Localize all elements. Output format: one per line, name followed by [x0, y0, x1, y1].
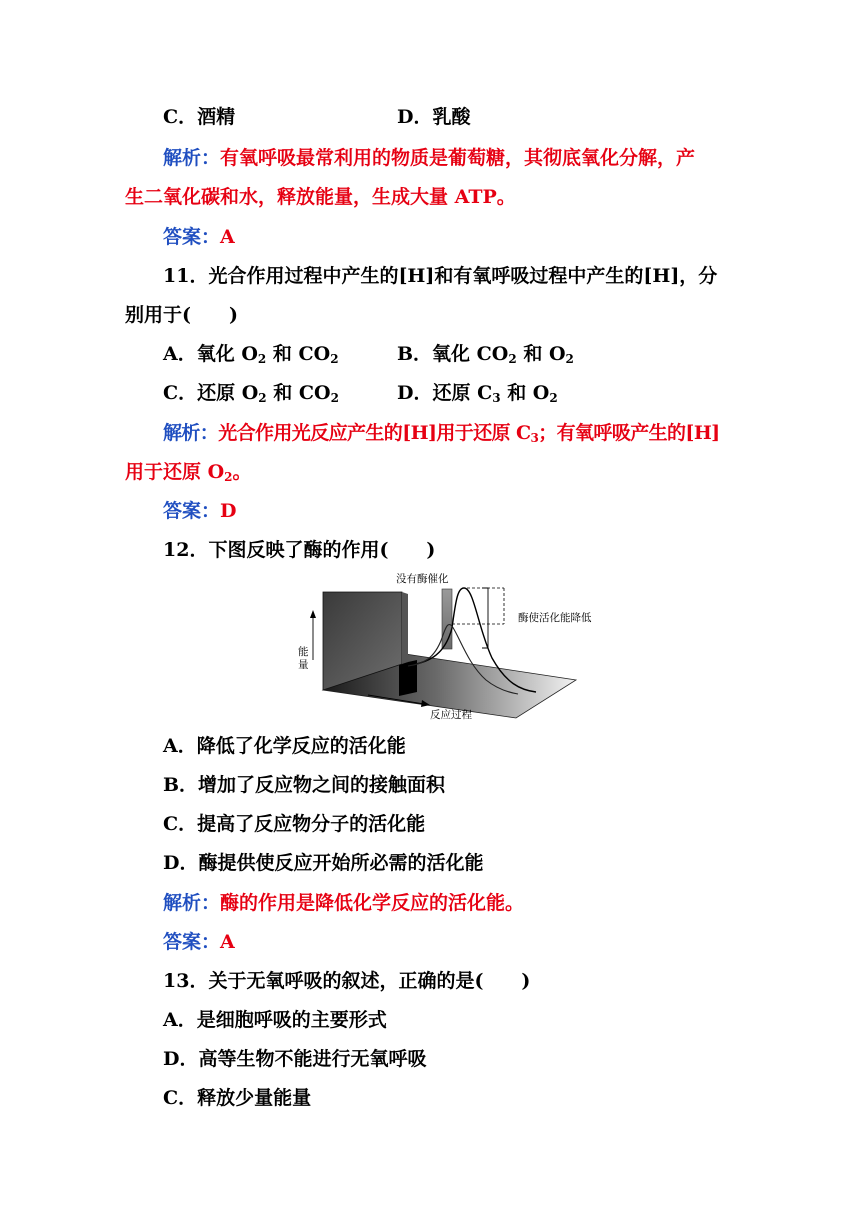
- figure-label-energy-1: 能: [298, 646, 309, 658]
- q11-option-b-sub2: 2: [565, 352, 574, 366]
- q11-answer: [163, 498, 237, 524]
- q12-answer: [163, 929, 235, 955]
- q11-option-d: [397, 380, 558, 406]
- figure-label-no-enzyme: 没有酶催化: [396, 573, 449, 585]
- q12-stem: 12．下图反映了酶的作用( ): [163, 539, 436, 561]
- q13-option-a: A．是细胞呼吸的主要形式: [163, 1009, 387, 1031]
- q11-stem-line2: 别用于( ): [125, 304, 238, 326]
- enzyme-activation-energy-figure: [296, 568, 606, 724]
- q11-option-d-sub2: 2: [549, 391, 558, 405]
- figure-label-process: 反应过程: [430, 709, 472, 721]
- q13-option-c: C．释放少量能量: [163, 1087, 312, 1109]
- q13-option-d: D．高等生物不能进行无氧呼吸: [163, 1048, 427, 1070]
- figure-label-lowered: 酶使活化能降低: [518, 612, 592, 624]
- q10-option-d: [397, 104, 470, 130]
- q11-option-d-part2: 和 O: [500, 382, 550, 404]
- q11-analysis-sub2: 2: [224, 470, 233, 484]
- q11-analysis-text2b: 。: [232, 461, 252, 483]
- figure-energy-arrowhead: [310, 610, 316, 618]
- figure-side-strip: [402, 592, 408, 664]
- q11-option-a-part: A．氧化 O: [163, 343, 258, 365]
- q11-option-c-part2: 和 CO: [266, 382, 331, 404]
- q10-answer: [163, 224, 235, 250]
- q11-option-b-sub1: 2: [508, 352, 517, 366]
- q10-analysis-line1: [163, 145, 695, 171]
- q11-option-d-part: D．还原 C: [397, 382, 493, 404]
- q11-option-b-part: B．氧化 CO: [397, 343, 509, 365]
- q11-option-c-sub2: 2: [330, 391, 339, 405]
- q12-analysis-label: 解析：: [163, 892, 221, 914]
- q11-option-c-part: C．还原 O: [163, 382, 259, 404]
- q12-analysis-text: 酶的作用是降低化学反应的活化能。: [220, 892, 525, 914]
- q11-option-a-sub2: 2: [330, 352, 339, 366]
- q11-analysis-line1: [163, 420, 720, 446]
- q11-option-c-sub1: 2: [258, 391, 267, 405]
- q11-analysis-text1a: 光合作用光反应产生的[H]用于还原 C: [218, 422, 531, 444]
- q10-answer-label: 答案：: [163, 226, 221, 248]
- q10-analysis-text1: 有氧呼吸最常利用的物质是葡萄糖，其彻底氧化分解，产: [220, 147, 696, 169]
- q11-answer-label: 答案：: [163, 500, 221, 522]
- q11-option-c: [163, 380, 339, 406]
- q11-option-b-part2: 和 O: [516, 343, 566, 365]
- q10-answer-value: A: [220, 226, 235, 248]
- q11-analysis-line2: [125, 459, 252, 485]
- q10-option-d-text: D．乳酸: [397, 106, 471, 128]
- q11-stem-line1: 11．光合作用过程中产生的[H]和有氧呼吸过程中产生的[H]，分: [163, 265, 718, 287]
- q10-option-c: [163, 104, 235, 130]
- q11-option-a-sub1: 2: [257, 352, 267, 366]
- q12-analysis: [163, 890, 524, 916]
- q11-analysis-text2a: 用于还原 O: [125, 461, 225, 483]
- q10-analysis-line2: 生二氧化碳和水，释放能量，生成大量 ATP。: [125, 186, 516, 208]
- q10-analysis-label: 解析：: [163, 147, 221, 169]
- q11-option-a-part2: 和 CO: [266, 343, 331, 365]
- q12-option-c: C．提高了反应物分子的活化能: [163, 813, 426, 835]
- q11-analysis-sub1: 3: [530, 431, 539, 445]
- q11-option-b: [397, 341, 574, 367]
- q13-stem: 13．关于无氧呼吸的叙述，正确的是( ): [163, 970, 531, 992]
- q10-option-c-text: C．酒精: [163, 106, 236, 128]
- q12-option-b: B．增加了反应物之间的接触面积: [163, 774, 446, 796]
- q11-option-d-sub1: 3: [492, 391, 501, 405]
- q11-option-a: [163, 341, 339, 367]
- figure-label-energy-2: 量: [298, 659, 309, 671]
- q12-option-d: D．酶提供使反应开始所必需的活化能: [163, 852, 484, 874]
- q12-answer-label: 答案：: [163, 931, 221, 953]
- q11-analysis-text1b: ；有氧呼吸产生的[H]: [538, 422, 720, 444]
- q11-answer-value: D: [220, 500, 237, 522]
- q12-option-a: A．降低了化学反应的活化能: [163, 735, 406, 757]
- q12-answer-value: A: [220, 931, 235, 953]
- q11-analysis-label: 解析：: [163, 422, 219, 444]
